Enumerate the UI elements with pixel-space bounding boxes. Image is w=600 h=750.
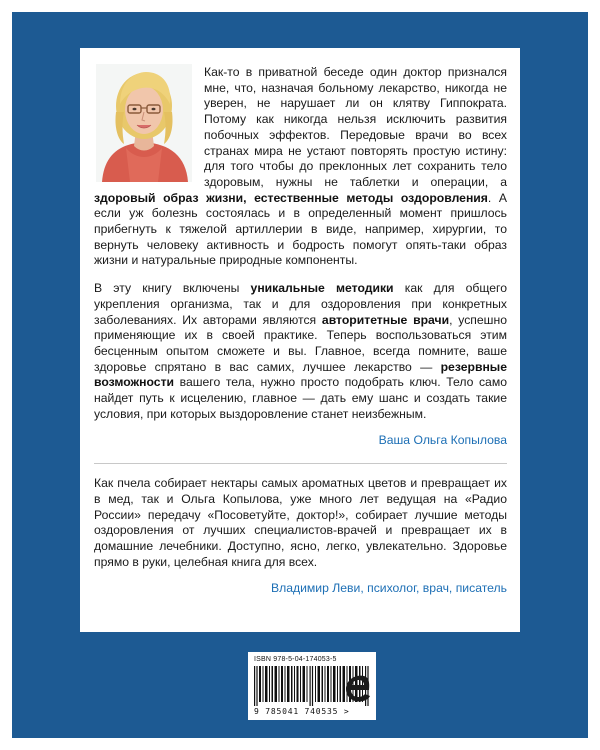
highlight-unique-methods: уникальные методики [250,281,394,296]
barcode-number: 9 785041 740535 > [254,707,350,716]
isbn-text: ISBN 978-5-04-174053-5 [254,656,337,663]
text-panel [80,48,520,632]
highlight-authoritative-doctors: авторитетные врачи [321,312,450,327]
divider [94,463,507,464]
highlight-healthy-lifestyle: здоровый образ жизни, естественные методы оздоровления [94,190,488,205]
author-signature: Ваша Ольга Копылова [378,433,507,448]
description-text [94,65,507,611]
paragraph-review: Как пчела собирает нектары самых ароматных цветов и превращает их в мед, так и Ольга Копылова, уже много лет ведущая на «Радио России» передачу «Посоветуйте, доктор!», собирает лучшие методы оздоровления от лучших специалистов-врачей и превращает их в домашние лечебники. Доступно, ясно, легко, увлекательно. Здоровье прямо в руки, целебная книга для всех. [94,476,507,569]
book-back-cover [12,12,588,738]
paragraph-intro: Как-то в приватной беседе один доктор признался мне, что, назначая больному лекарство, никогда не уверен, не нарушает ли он клятву Гиппократа. Потому как никогда нельзя исключить развития побочных эффектов. Передовые врачи во всех странах мира не устают повторять простую истину: для того чтобы до преклонных лет сохранить тело здоровым, нужны не таблетки и операции, а здоровый образ жизни, естественные методы оздоровления. А если уж болезнь состоялась и в определенный момент пришлось прибегнуть к тяжелой артиллерии в виде, например, хирургии, то вернуть человеку активность и бодрость помогут опять-таки образ жизни и натуральные природные компоненты. [94,65,507,268]
eksmo-logo-icon [342,668,372,708]
reviewer-signature: Владимир Леви, психолог, врач, писатель [270,581,507,596]
paragraph-methods: В эту книгу включены уникальные методики как для общего укрепления организма, так и для оздоровления при конкретных заболеваниях. Их авторами являются авторитетные врачи, успешно применяющие их в своей практике. Теперь воспользоваться этим бесценным опытом сможете и вы. Главное, всегда помните, ваше здоровье спрятано в вас самих, лучшее лекарство — резервные возможности вашего тела, нужно просто подобрать ключ. Тело само найдет путь к исцелению, главное — дать ему шанс и создать такие условия, при которых выздоровление станет неизбежным. [94,281,507,421]
highlight-reserve-capabilities: резервные возможности [94,359,507,390]
